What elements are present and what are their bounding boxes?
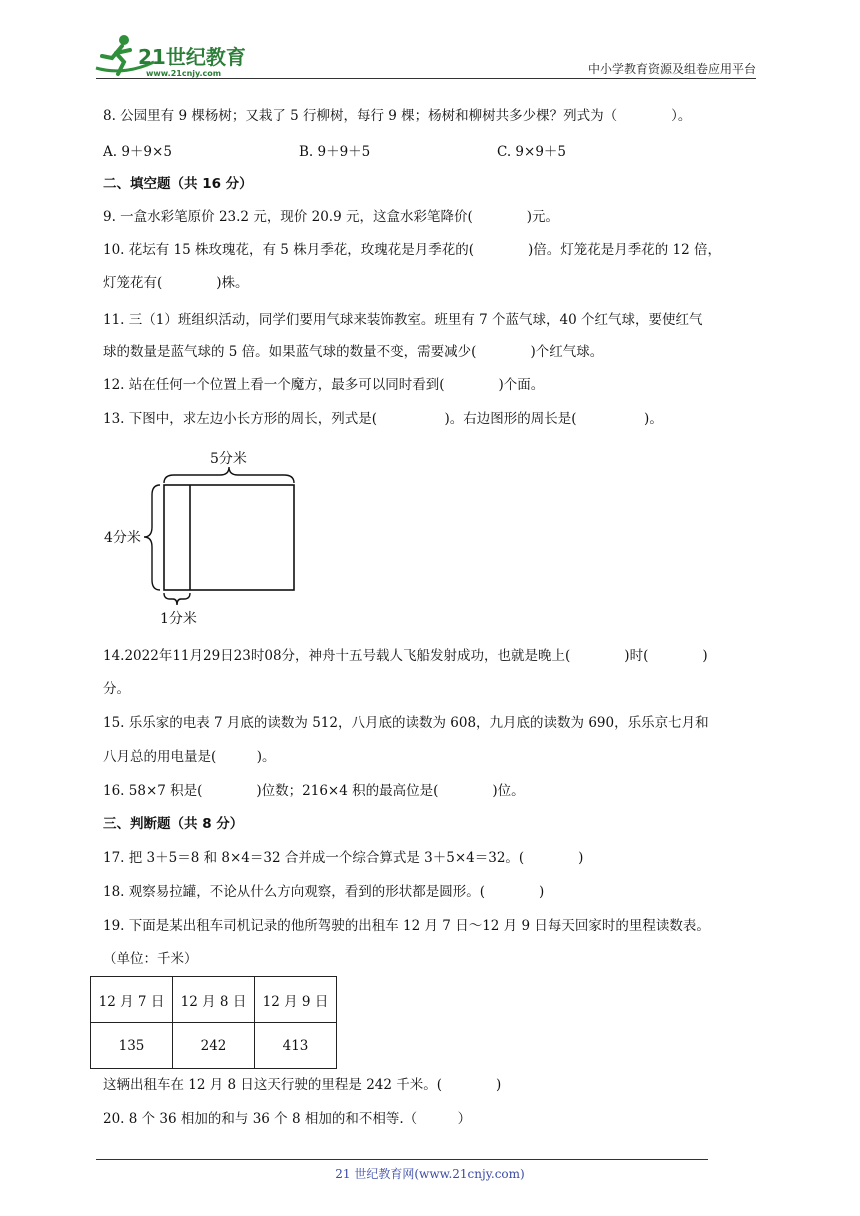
rectangle-diagram xyxy=(96,445,316,635)
question-11-line-2: 球的数量是蓝气球的 5 倍。如果蓝气球的数量不变，需要减少( )个红气球。 xyxy=(103,344,604,360)
question-17: 17. 把 3＋5＝8 和 8×4＝32 合并成一个综合算式是 3＋5×4＝32。( ) xyxy=(103,850,584,866)
footer-text: 21 世纪教育网(www.21cnjy.com) xyxy=(335,1167,525,1181)
mileage-table xyxy=(90,976,337,1069)
top-label: 5分米 xyxy=(210,451,247,467)
question-16: 16. 58×7 积是( )位数；216×4 积的最高位是( )位。 xyxy=(103,783,525,799)
table-header-cell: 12 月 8 日 xyxy=(173,977,255,1023)
question-14-line-2: 分。 xyxy=(103,681,130,697)
question-15-line-2: 八月总的用电量是( )。 xyxy=(103,749,276,765)
left-brace xyxy=(144,485,160,590)
q8-option-b: B. 9＋9＋5 xyxy=(299,144,371,160)
site-logo xyxy=(94,32,264,80)
question-8: 8. 公园里有 9 棵杨树；又栽了 5 行柳树，每行 9 棵；杨树和柳树共多少棵？列式为（ ）。 xyxy=(103,108,692,124)
q8-option-c: C. 9×9＋5 xyxy=(497,144,567,160)
section-2-title: 二、填空题（共 16 分） xyxy=(103,176,253,192)
table-cell: 242 xyxy=(173,1023,255,1069)
question-10-line-2: 灯笼花有( )株。 xyxy=(103,275,249,291)
question-12: 12. 站在任何一个位置上看一个魔方，最多可以同时看到( )个面。 xyxy=(103,377,545,393)
large-rectangle xyxy=(164,485,294,590)
q8-option-a: A. 9＋9×5 xyxy=(103,144,172,160)
table-header-row xyxy=(91,977,337,1023)
svg-text:21世纪教育: 21世纪教育 xyxy=(138,45,246,69)
question-13: 13. 下图中，求左边小长方形的周长，列式是( )。右边图形的周长是( )。 xyxy=(103,411,663,427)
table-cell: 135 xyxy=(91,1023,173,1069)
header-divider xyxy=(96,78,756,79)
question-20: 20. 8 个 36 相加的和与 36 个 8 相加的和不相等.（ ） xyxy=(103,1111,472,1127)
table-header-cell: 12 月 7 日 xyxy=(91,977,173,1023)
question-19-line-1: 19. 下面是某出租车司机记录的他所驾驶的出租车 12 月 7 日～12 月 9 日每天回家时的里程读数表。 xyxy=(103,918,710,934)
question-11-line-1: 11. 三（1）班组织活动，同学们要用气球来装饰教室。班里有 7 个蓝气球，40 个红气球，要使红气 xyxy=(103,312,703,328)
question-19-statement: 这辆出租车在 12 月 8 日这天行驶的里程是 242 千米。( ) xyxy=(103,1077,502,1093)
question-10-line-1: 10. 花坛有 15 株玫瑰花，有 5 株月季花，玫瑰花是月季花的( )倍。灯笼花是月季花的 12 倍， xyxy=(103,242,721,258)
left-label: 4分米 xyxy=(104,530,141,546)
question-18: 18. 观察易拉罐，不论从什么方向观察，看到的形状都是圆形。( ) xyxy=(103,884,545,900)
section-3-title: 三、判断题（共 8 分） xyxy=(103,816,244,832)
table-cell: 413 xyxy=(255,1023,337,1069)
bottom-brace xyxy=(164,593,190,605)
question-15-line-1: 15. 乐乐家的电表 7 月底的读数为 512，八月底的读数为 608，九月底的读数为 690，乐乐京七月和 xyxy=(103,715,709,731)
header-platform-text: 中小学教育资源及组卷应用平台 xyxy=(587,62,756,76)
top-brace xyxy=(164,467,294,483)
footer-divider xyxy=(96,1159,708,1160)
question-19-unit: （单位：千米） xyxy=(103,951,198,967)
table-row xyxy=(91,1023,337,1069)
svg-text:www.21cnjy.com: www.21cnjy.com xyxy=(146,69,222,78)
bottom-label: 1分米 xyxy=(160,611,197,627)
question-9: 9. 一盒水彩笔原价 23.2 元，现价 20.9 元，这盒水彩笔降价( )元。 xyxy=(103,209,559,225)
table-header-cell: 12 月 9 日 xyxy=(255,977,337,1023)
question-14-line-1: 14.2022年11月29日23时08分，神舟十五号载人飞船发射成功，也就是晚上( )时( ) xyxy=(103,648,708,664)
